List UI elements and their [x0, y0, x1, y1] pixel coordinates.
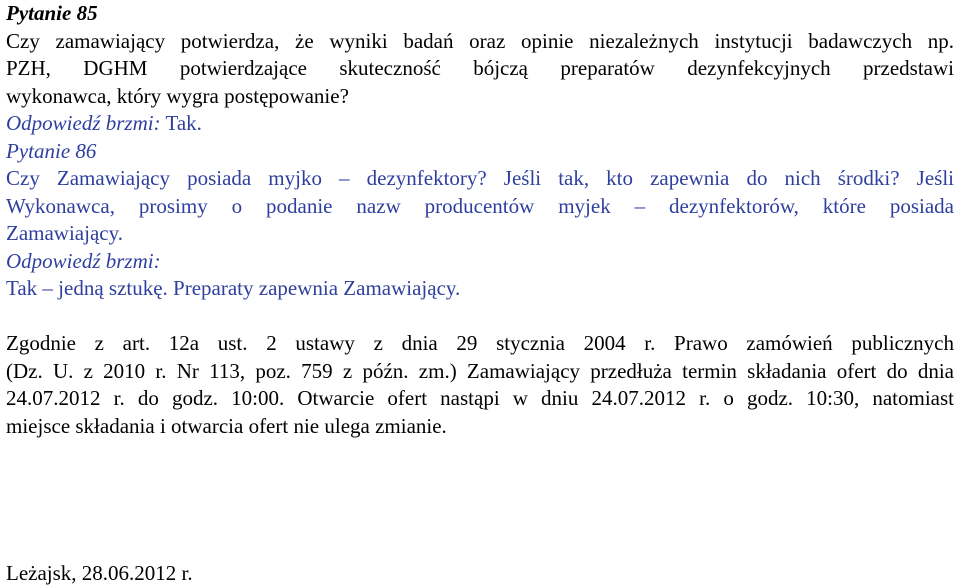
place-and-date: Leżajsk, 28.06.2012 r.	[6, 561, 193, 585]
question-86-line-2: Wykonawca, prosimy o podanie nazw producentów myjek – dezynfektorów, które posiada	[6, 193, 954, 218]
notice-line-1: Zgodnie z art. 12a ust. 2 ustawy z dnia 29 stycznia 2004 r. Prawo zamówień publicznych	[6, 331, 954, 355]
question-85-heading: Pytanie 85	[6, 1, 98, 25]
question-85-line-1: Czy zamawiający potwierdza, że wyniki badań oraz opinie niezależnych instytucji badawczych np.	[6, 28, 954, 53]
question-85-answer-text: Tak.	[160, 111, 202, 135]
question-86-line-1: Czy Zamawiający posiada myjko – dezynfektory? Jeśli tak, kto zapewnia do nich środki? Jeśli	[6, 166, 954, 190]
notice-line-4: miejsce składania i otwarcia ofert nie ulega zmianie.	[6, 413, 447, 438]
document-page	[6, 0, 954, 440]
question-85-line-2: PZH, DGHM potwierdzające skuteczność bójczą preparatów dezynfekcyjnych przedstawi	[6, 56, 954, 80]
question-86-answer-label: Odpowiedź brzmi:	[6, 248, 161, 273]
question-86-line-3: Zamawiający.	[6, 221, 123, 245]
question-85-answer-label: Odpowiedź brzmi:	[6, 111, 161, 135]
notice-line-3: 24.07.2012 r. do godz. 10:00. Otwarcie ofert nastąpi w dniu 24.07.2012 r. o godz. 10:30, natomiast	[6, 386, 954, 410]
question-85-line-3: wykonawca, który wygra postępowanie?	[6, 83, 349, 108]
question-86-answer-text: Tak – jedną sztukę. Preparaty zapewnia Zamawiający.	[6, 276, 461, 300]
question-86-heading: Pytanie 86	[6, 138, 97, 163]
notice-line-2: (Dz. U. z 2010 r. Nr 113, poz. 759 z późn. zm.) Zamawiający przedłuża termin składania ofert do dnia	[6, 358, 954, 383]
question-85-answer	[6, 110, 954, 138]
paragraph-gap	[6, 303, 954, 331]
